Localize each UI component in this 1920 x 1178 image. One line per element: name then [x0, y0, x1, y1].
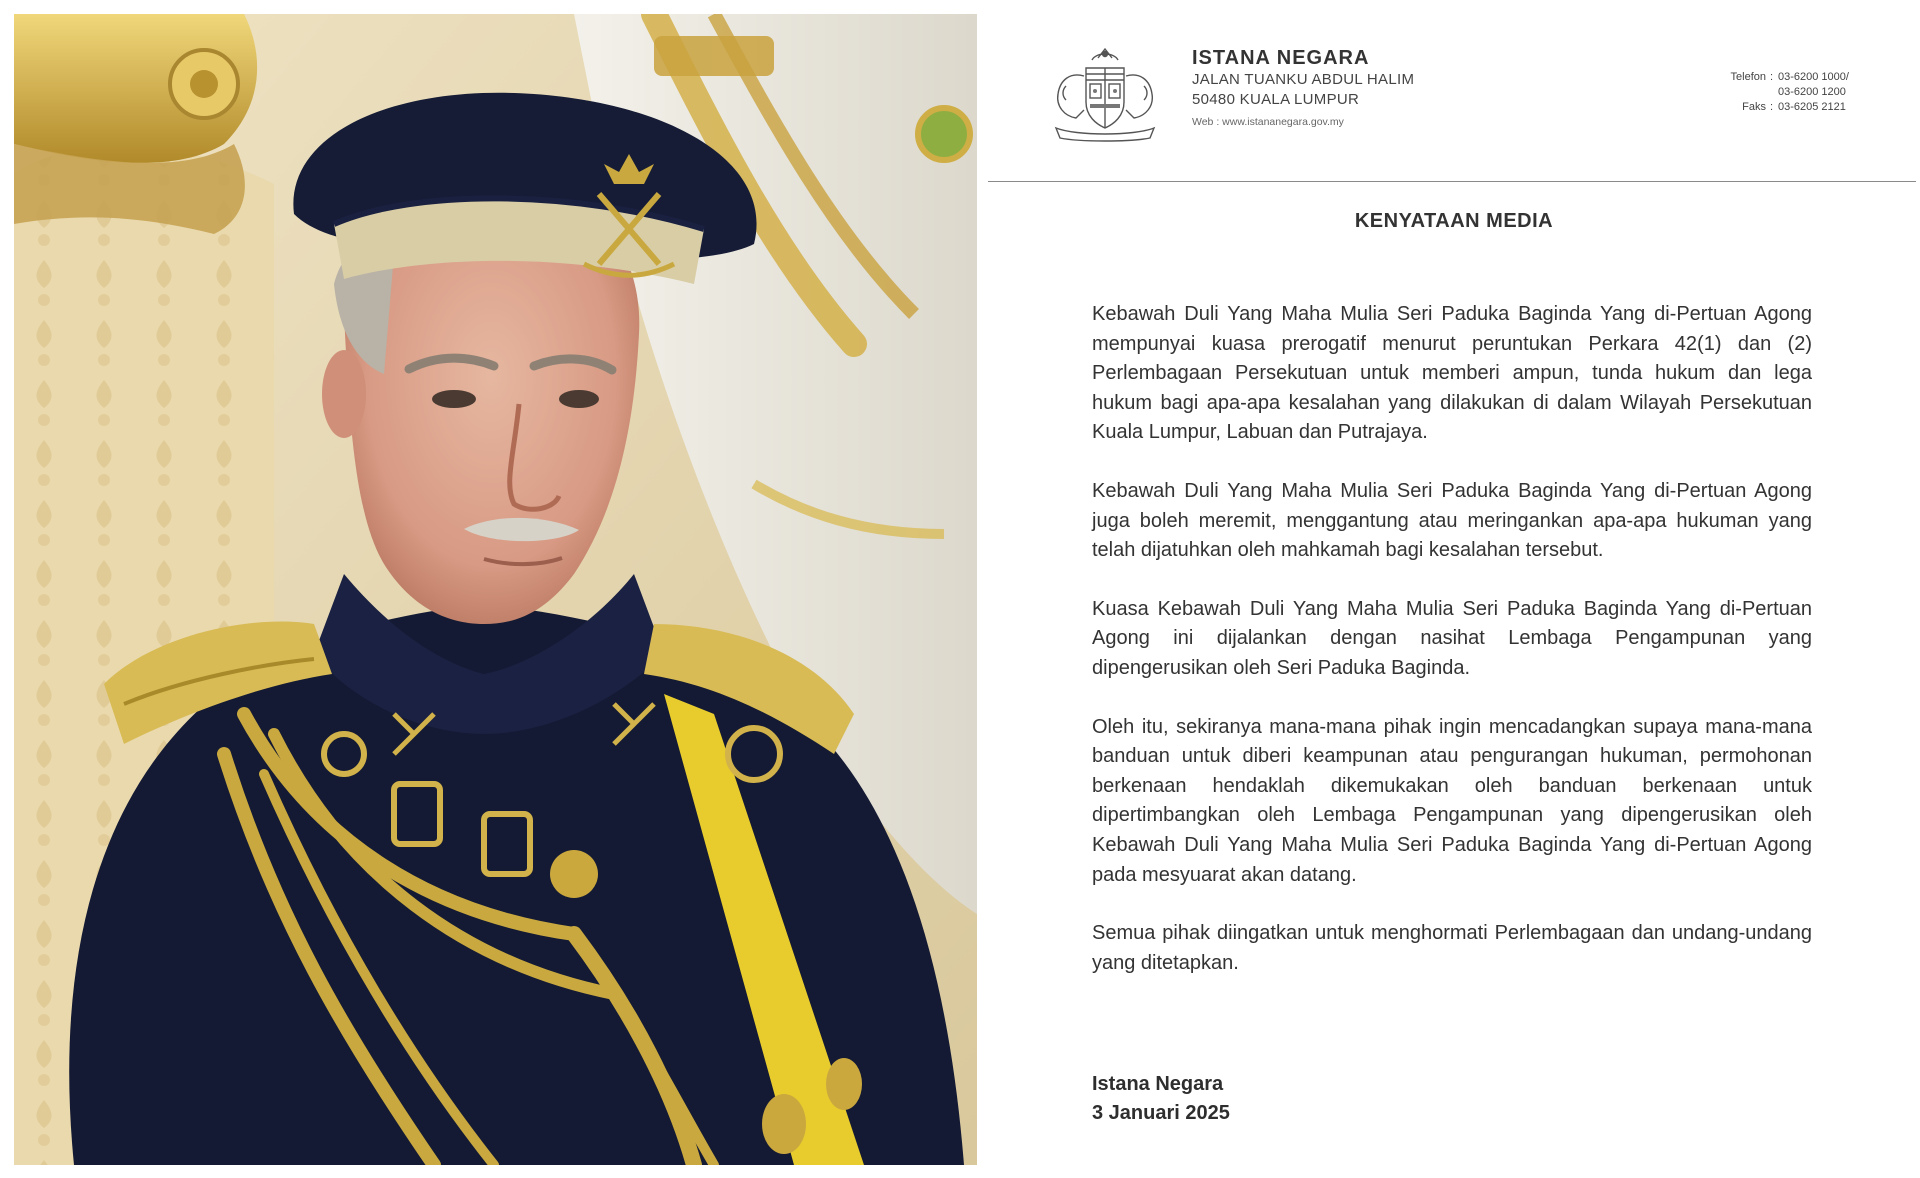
- contact-details: [1708, 70, 1888, 115]
- paragraph: Oleh itu, sekiranya mana-mana pihak ingin mencadangkan supaya mana-mana banduan untuk diberi keampunan atau pengurangan hukuman, permohonan berkenaan hendaklah dikemukakan oleh banduan berkenaan untuk dipertimbangkan oleh Lembaga Pengampunan yang dipengerusikan oleh Kebawah Duli Yang Maha Mulia Seri Paduka Baginda Yang di-Pertuan Agong pada mesyuarat akan datang.: [1092, 715, 1812, 886]
- address-line-2: 50480 KUALA LUMPUR: [1192, 91, 1360, 108]
- organization-name: ISTANA NEGARA: [1192, 47, 1370, 69]
- contact-row: [1708, 70, 1888, 85]
- contact-separator: :: [1770, 71, 1774, 83]
- paragraph: Semua pihak diingatkan untuk menghormati Perlembagaan dan undang-undang yang ditetapkan.: [1092, 922, 1812, 974]
- contact-row: [1708, 100, 1888, 115]
- media-statement-letter: [988, 0, 1920, 1178]
- website-line: Web : www.istananegara.gov.my: [1192, 116, 1344, 128]
- contact-label: Faks: [1742, 101, 1766, 113]
- paragraph: Kuasa Kebawah Duli Yang Maha Mulia Seri Paduka Baginda Yang di-Pertuan Agong ini dijalankan dengan nasihat Lembaga Pengampunan yang dipengerusikan oleh Seri Paduka Baginda.: [1092, 597, 1812, 679]
- address-line-1: JALAN TUANKU ABDUL HALIM: [1192, 71, 1415, 88]
- signoff-date: 3 Januari 2025: [1092, 1102, 1230, 1124]
- contact-row: [1708, 85, 1888, 100]
- contact-separator: [1770, 85, 1778, 100]
- paragraph: Kebawah Duli Yang Maha Mulia Seri Paduka Baginda Yang di-Pertuan Agong mempunyai kuasa prerogatif menurut peruntukan Perkara 42(1) dan (2) Perlembagaan Persekutuan untuk memberi ampun, tunda hukum dan lega hukum bagi apa-apa kesalahan yang dilakukan di dalam Wilayah Persekutuan Kuala Lumpur, Labuan dan Putrajaya.: [1092, 303, 1812, 444]
- paragraph: Kebawah Duli Yang Maha Mulia Seri Paduka Baginda Yang di-Pertuan Agong juga boleh meremit, menggantung atau meringankan apa-apa hukuman yang telah dijatuhkan oleh mahkamah bagi kesalahan tersebut.: [1092, 479, 1812, 562]
- statement-body: [1092, 300, 1812, 1007]
- header-divider: [988, 181, 1916, 182]
- coat-of-arms-icon: [1046, 46, 1164, 142]
- contact-separator: :: [1770, 101, 1774, 113]
- contact-label: Telefon: [1730, 71, 1766, 83]
- portrait-photo: [14, 14, 977, 1165]
- contact-value: 03-6205 2121: [1778, 101, 1846, 113]
- contact-value: 03-6200 1000/: [1778, 71, 1849, 83]
- letterhead-address: [1192, 46, 1532, 128]
- document-title: KENYATAAN MEDIA: [1354, 210, 1554, 232]
- signoff-name: Istana Negara: [1092, 1073, 1224, 1095]
- contact-label: [1708, 85, 1770, 100]
- signoff-block: [1092, 1070, 1230, 1128]
- contact-value: 03-6200 1200: [1778, 86, 1846, 98]
